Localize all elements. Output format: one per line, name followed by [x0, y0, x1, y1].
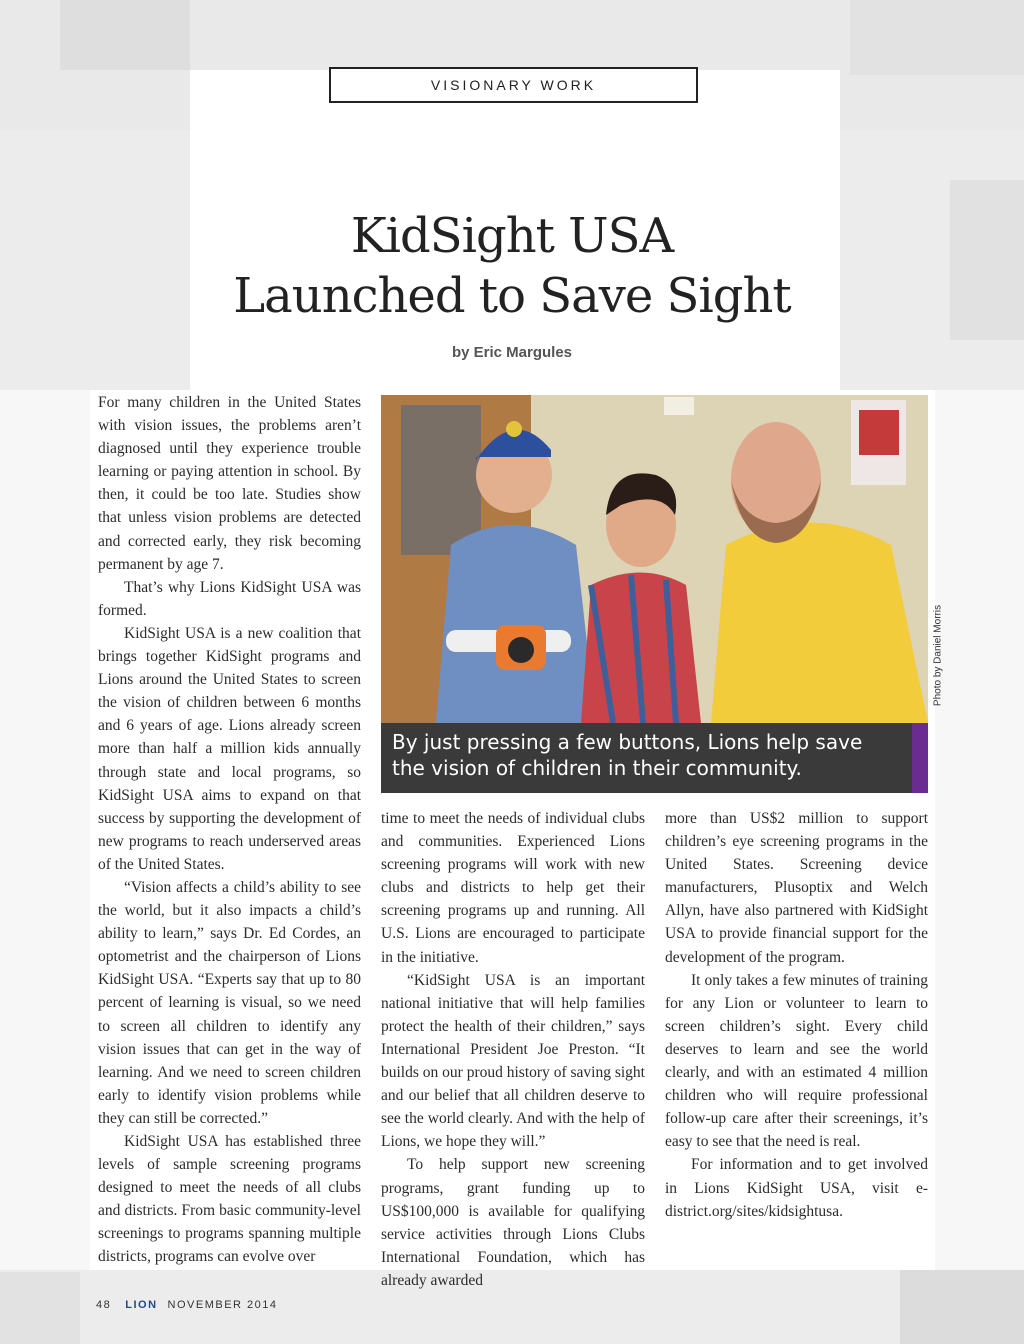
article-headline — [0, 206, 1024, 326]
paragraph: To help support new screening programs, grant funding up to US$100,000 is available for qualifying service activities through Lions Clubs International Foundation, which has already awarded — [381, 1156, 645, 1289]
paragraph: That’s why Lions KidSight USA was formed. — [98, 578, 361, 619]
paragraph: time to meet the needs of individual clubs and communities. Experienced Lions screening programs will work with new clubs and districts to help get their screening programs up and running. All U.S. Lions are encouraged to participate in the initiative. — [381, 810, 645, 966]
paragraph: “KidSight USA is an important national initiative that will help families protect the health of their children,” says International President Joe Preston. “It builds on our proud history of saving sight and our belief that all children deserve to see the world clearly. And with the help of Lions, we hope they will.” — [381, 971, 645, 1151]
article-column-3 — [665, 807, 928, 1223]
paragraph: It only takes a few minutes of training for any Lion or volunteer to learn to screen children’s sight. Every child deserves to learn and see the world clearly, and with an estimated 4 million children who will require professional follow-up care after their screenings, it’s easy to see that the need is real. — [665, 971, 928, 1151]
headline-line-2: Launched to Save Sight — [233, 268, 791, 324]
paragraph: more than US$2 million to support children’s eye screening programs in the United States. Screening device manufacturers, Plusoptix and Welch Allyn, have also partnered with KidSight USA to provide financial support for the development of the program. — [665, 810, 928, 966]
paragraph: For information and to get involved in Lions KidSight USA, visit e-district.org/sites/kidsightusa. — [665, 1156, 928, 1220]
section-label: VISIONARY WORK — [329, 67, 698, 103]
page-number: 48 — [96, 1299, 112, 1311]
photo-caption: By just pressing a few buttons, Lions help save the vision of children in their community. — [381, 723, 928, 793]
paragraph: For many children in the United States with vision issues, the problems aren’t diagnosed until they experience trouble learning or paying attention in school. By then, it could be too late. Studies show that unless vision problems are detected and corrected early, they risk becoming permanent by age 7. — [98, 394, 361, 573]
page-footer — [96, 1299, 278, 1311]
magazine-name: LION — [125, 1299, 158, 1311]
caption-accent-bar — [912, 723, 928, 793]
photo-illustration — [381, 395, 928, 723]
article-photo — [381, 395, 928, 723]
byline: by Eric Margules — [451, 344, 573, 361]
article-column-2 — [381, 807, 645, 1292]
article-column-1 — [98, 391, 361, 1269]
headline-line-1: KidSight USA — [350, 208, 674, 264]
paragraph: KidSight USA is a new coalition that brings together KidSight programs and Lions around the United States to screen the vision of children between 6 months and 6 years of age. Lions already screen more than half a million kids annually through state and local programs, so KidSight USA aims to expand on that success by supporting the development of new programs to reach underserved areas of the United States. — [98, 624, 361, 873]
paragraph: KidSight USA has established three levels of sample screening programs designed to meet the needs of all clubs and districts. From basic community-level screenings to programs spanning multiple districts, programs can evolve over — [98, 1133, 361, 1266]
paragraph: “Vision affects a child’s ability to see the world, but it also impacts a child’s ability to learn,” says Dr. Ed Cordes, an optometrist and the chairperson of Lions KidSight USA. “Experts say that up to 80 percent of learning is visual, so we need to screen all children to identify any vision issues that can get in the way of learning. And we need to screen children early to identify vision problems while they can still be corrected.” — [98, 878, 361, 1127]
photo-credit: Photo by Daniel Morris — [932, 604, 944, 707]
issue-date: NOVEMBER 2014 — [167, 1299, 278, 1311]
